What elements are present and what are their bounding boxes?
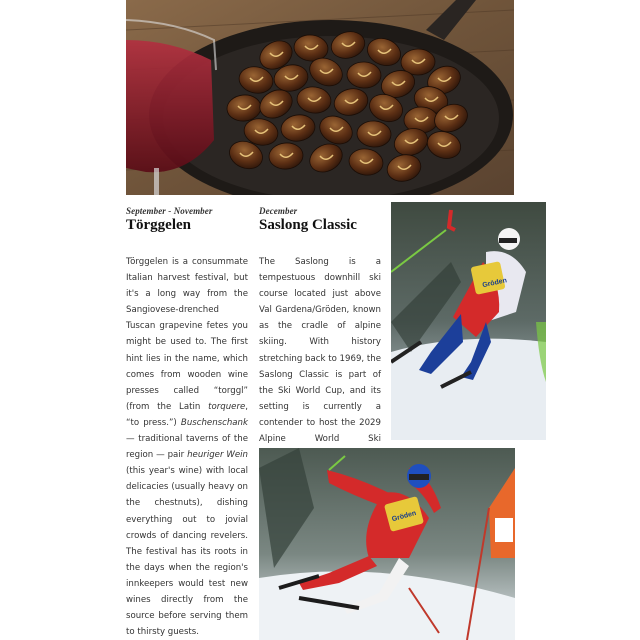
skier-photo-bottom bbox=[259, 448, 515, 640]
section-date-kicker: December bbox=[259, 206, 298, 216]
section-body-text: The Saslong is a tempestuous downhill ski course located just above Val Gardena/Gröden, known as the cradle of alpine skiing. With history stretching back to 1969, the Saslong Classic is part of the Ski World Cup, and its setting is currently a contender to host the 2029 Alpine World Ski bbox=[259, 257, 381, 445]
section-title: Saslong Classic bbox=[259, 217, 357, 233]
chestnut-pan-photo bbox=[126, 0, 514, 195]
bib-label: Gröden bbox=[481, 277, 508, 290]
bib-label: Gröden bbox=[391, 509, 418, 524]
section-body-text: Törggelen is a consummate Italian harvest festival, but it's a long way from the Sangiovese-drenched Tuscan grapevine fetes you might be used to. The first hint lies in the name, which comes from wooden wine presses called “torggl” (from the Latin torquere, “to press.”) Buschenschank — traditional taverns of the region — pair heuriger Wein (this year's wine) with local delicacies (usually heavy on the chestnuts), dishing everything out to jovial crowds of dancing revelers. The festival has its roots in the days when the region's innkeepers would test new wines directly from the source before serving them to thirsty guests. bbox=[126, 257, 249, 638]
section-title: Törggelen bbox=[126, 217, 191, 233]
section-date-kicker: September - November bbox=[126, 206, 213, 216]
skier-photo-top bbox=[391, 202, 546, 440]
